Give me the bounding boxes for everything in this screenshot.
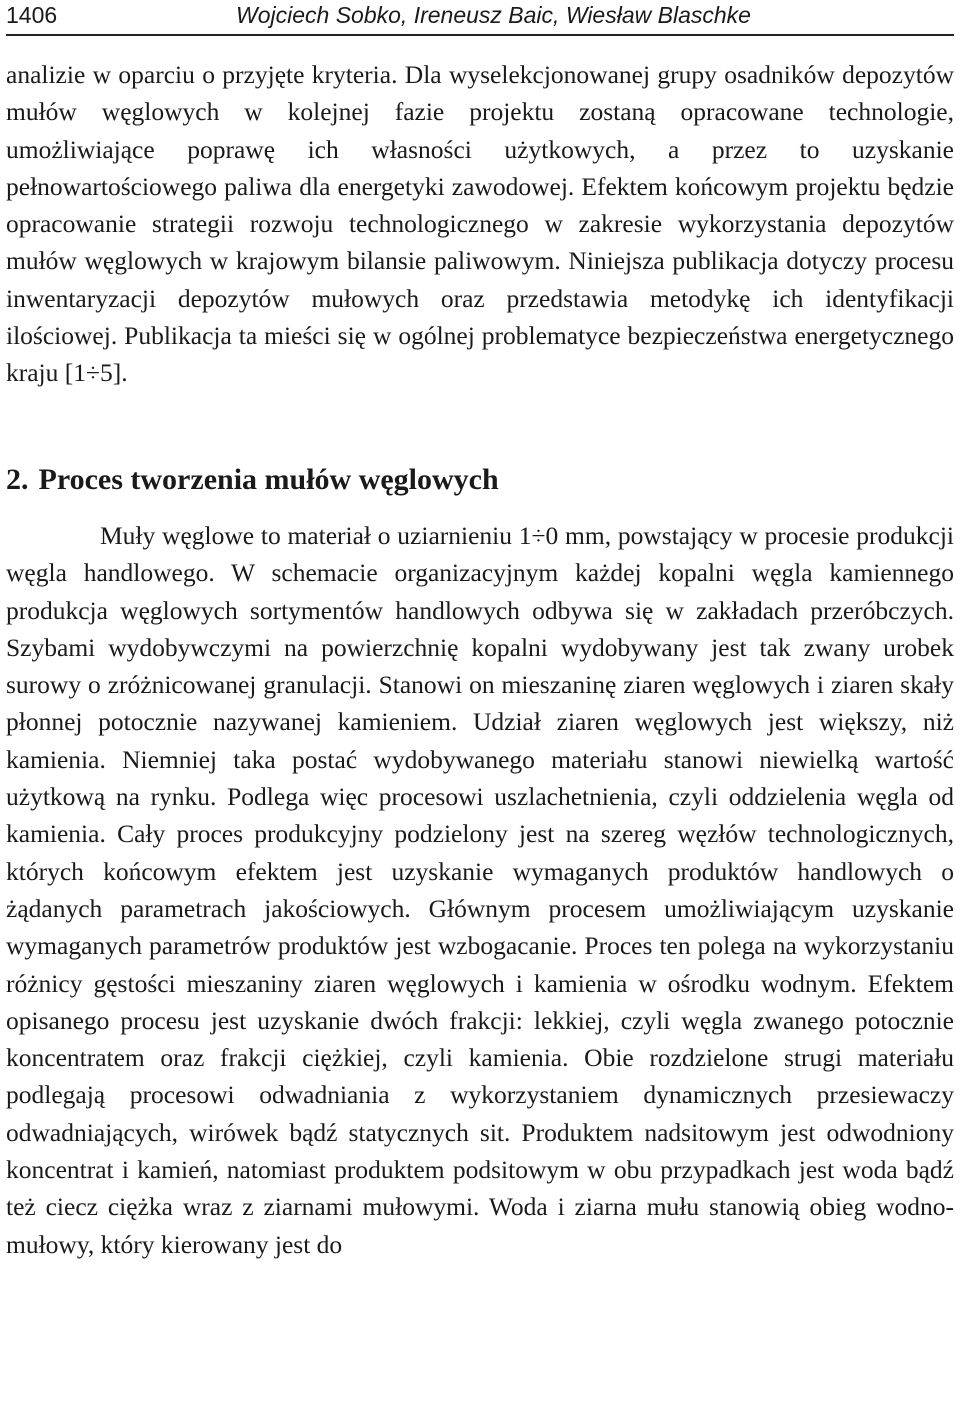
running-header: [6, 0, 954, 36]
section-title: Proces tworzenia mułów węglowych: [38, 463, 499, 496]
section-number: 2.: [6, 463, 29, 496]
page-number: 1406: [6, 2, 58, 28]
running-header-authors: Wojciech Sobko, Ireneusz Baic, Wiesław Blaschke: [236, 2, 751, 28]
paragraph-intro-continuation: analizie w oparciu o przyjęte kryteria. Dla wyselekcjonowanej grupy osadników depozytów mułów węglowych w kolejnej fazie projektu zostaną opracowane technologie, umożliwiające poprawę ich własności użytkowych, a przez to uzyskanie pełnowartościowego paliwa dla energetyki zawodowej. Efektem końcowym projektu będzie opracowanie strategii rozwoju technologicznego w zakresie wykorzystania depozytów mułów węglowych w krajowym bilansie paliwowym. Niniejsza publikacja dotyczy procesu inwentaryzacji depozytów mułowych oraz przedstawia metodykę ich identyfikacji ilościowej. Publikacja ta mieści się w ogólnej problematyce bezpieczeństwa energetycznego kraju [1÷5].: [6, 60, 954, 388]
section-heading: [6, 460, 499, 500]
paragraph-section-body: Muły węglowe to materiał o uziarnieniu 1÷0 mm, powstający w procesie produkcji węgla handlowego. W schemacie organizacyjnym każdej kopalni węgla kamiennego produkcja węglowych sortymentów handlowych odbywa się w zakładach przeróbczych. Szybami wydobywczymi na powierzchnię kopalni wydobywany jest tak zwany urobek surowy o zróżnicowanej granulacji. Stanowi on mieszaninę ziaren węglowych i ziaren skały płonnej potocznie nazywanej kamieniem. Udział ziaren węglowych jest większy, niż kamienia. Niemniej taka postać wydobywanego materiału stanowi niewielką wartość użytkową na rynku. Podlega więc procesowi uszlachetnienia, czyli oddzielenia węgla od kamienia. Cały proces produkcyjny podzielony jest na szereg węzłów technologicznych, których końcowym efektem jest uzyskanie wymaganych produktów handlowych o żądanych parametrach jakościowych. Głównym procesem umożliwiającym uzyskanie wymaganych parametrów produktów jest wzbogacanie. Proces ten polega na wykorzystaniu różnicy gęstości mieszaniny ziaren węglowych i kamienia w ośrodku wodnym. Efektem opisanego procesu jest uzyskanie dwóch frakcji: lekkiej, czyli węgla zwanego potocznie koncentratem oraz frakcji ciężkiej, czyli kamienia. Obie rozdzielone strugi materiału podlegają procesowi odwadniania z wykorzystaniem dynamicznych przesiewaczy odwadniających, wirówek bądź statycznych sit. Produktem nadsitowym jest odwodniony koncentrat i kamień, natomiast produktem podsitowym w obu przypadkach jest woda bądź też ciecz ciężka wraz z ziarnami mułowymi. Woda i ziarna mułu stanowią obieg wodno-mułowy, który kierowany jest do: [6, 521, 954, 1259]
